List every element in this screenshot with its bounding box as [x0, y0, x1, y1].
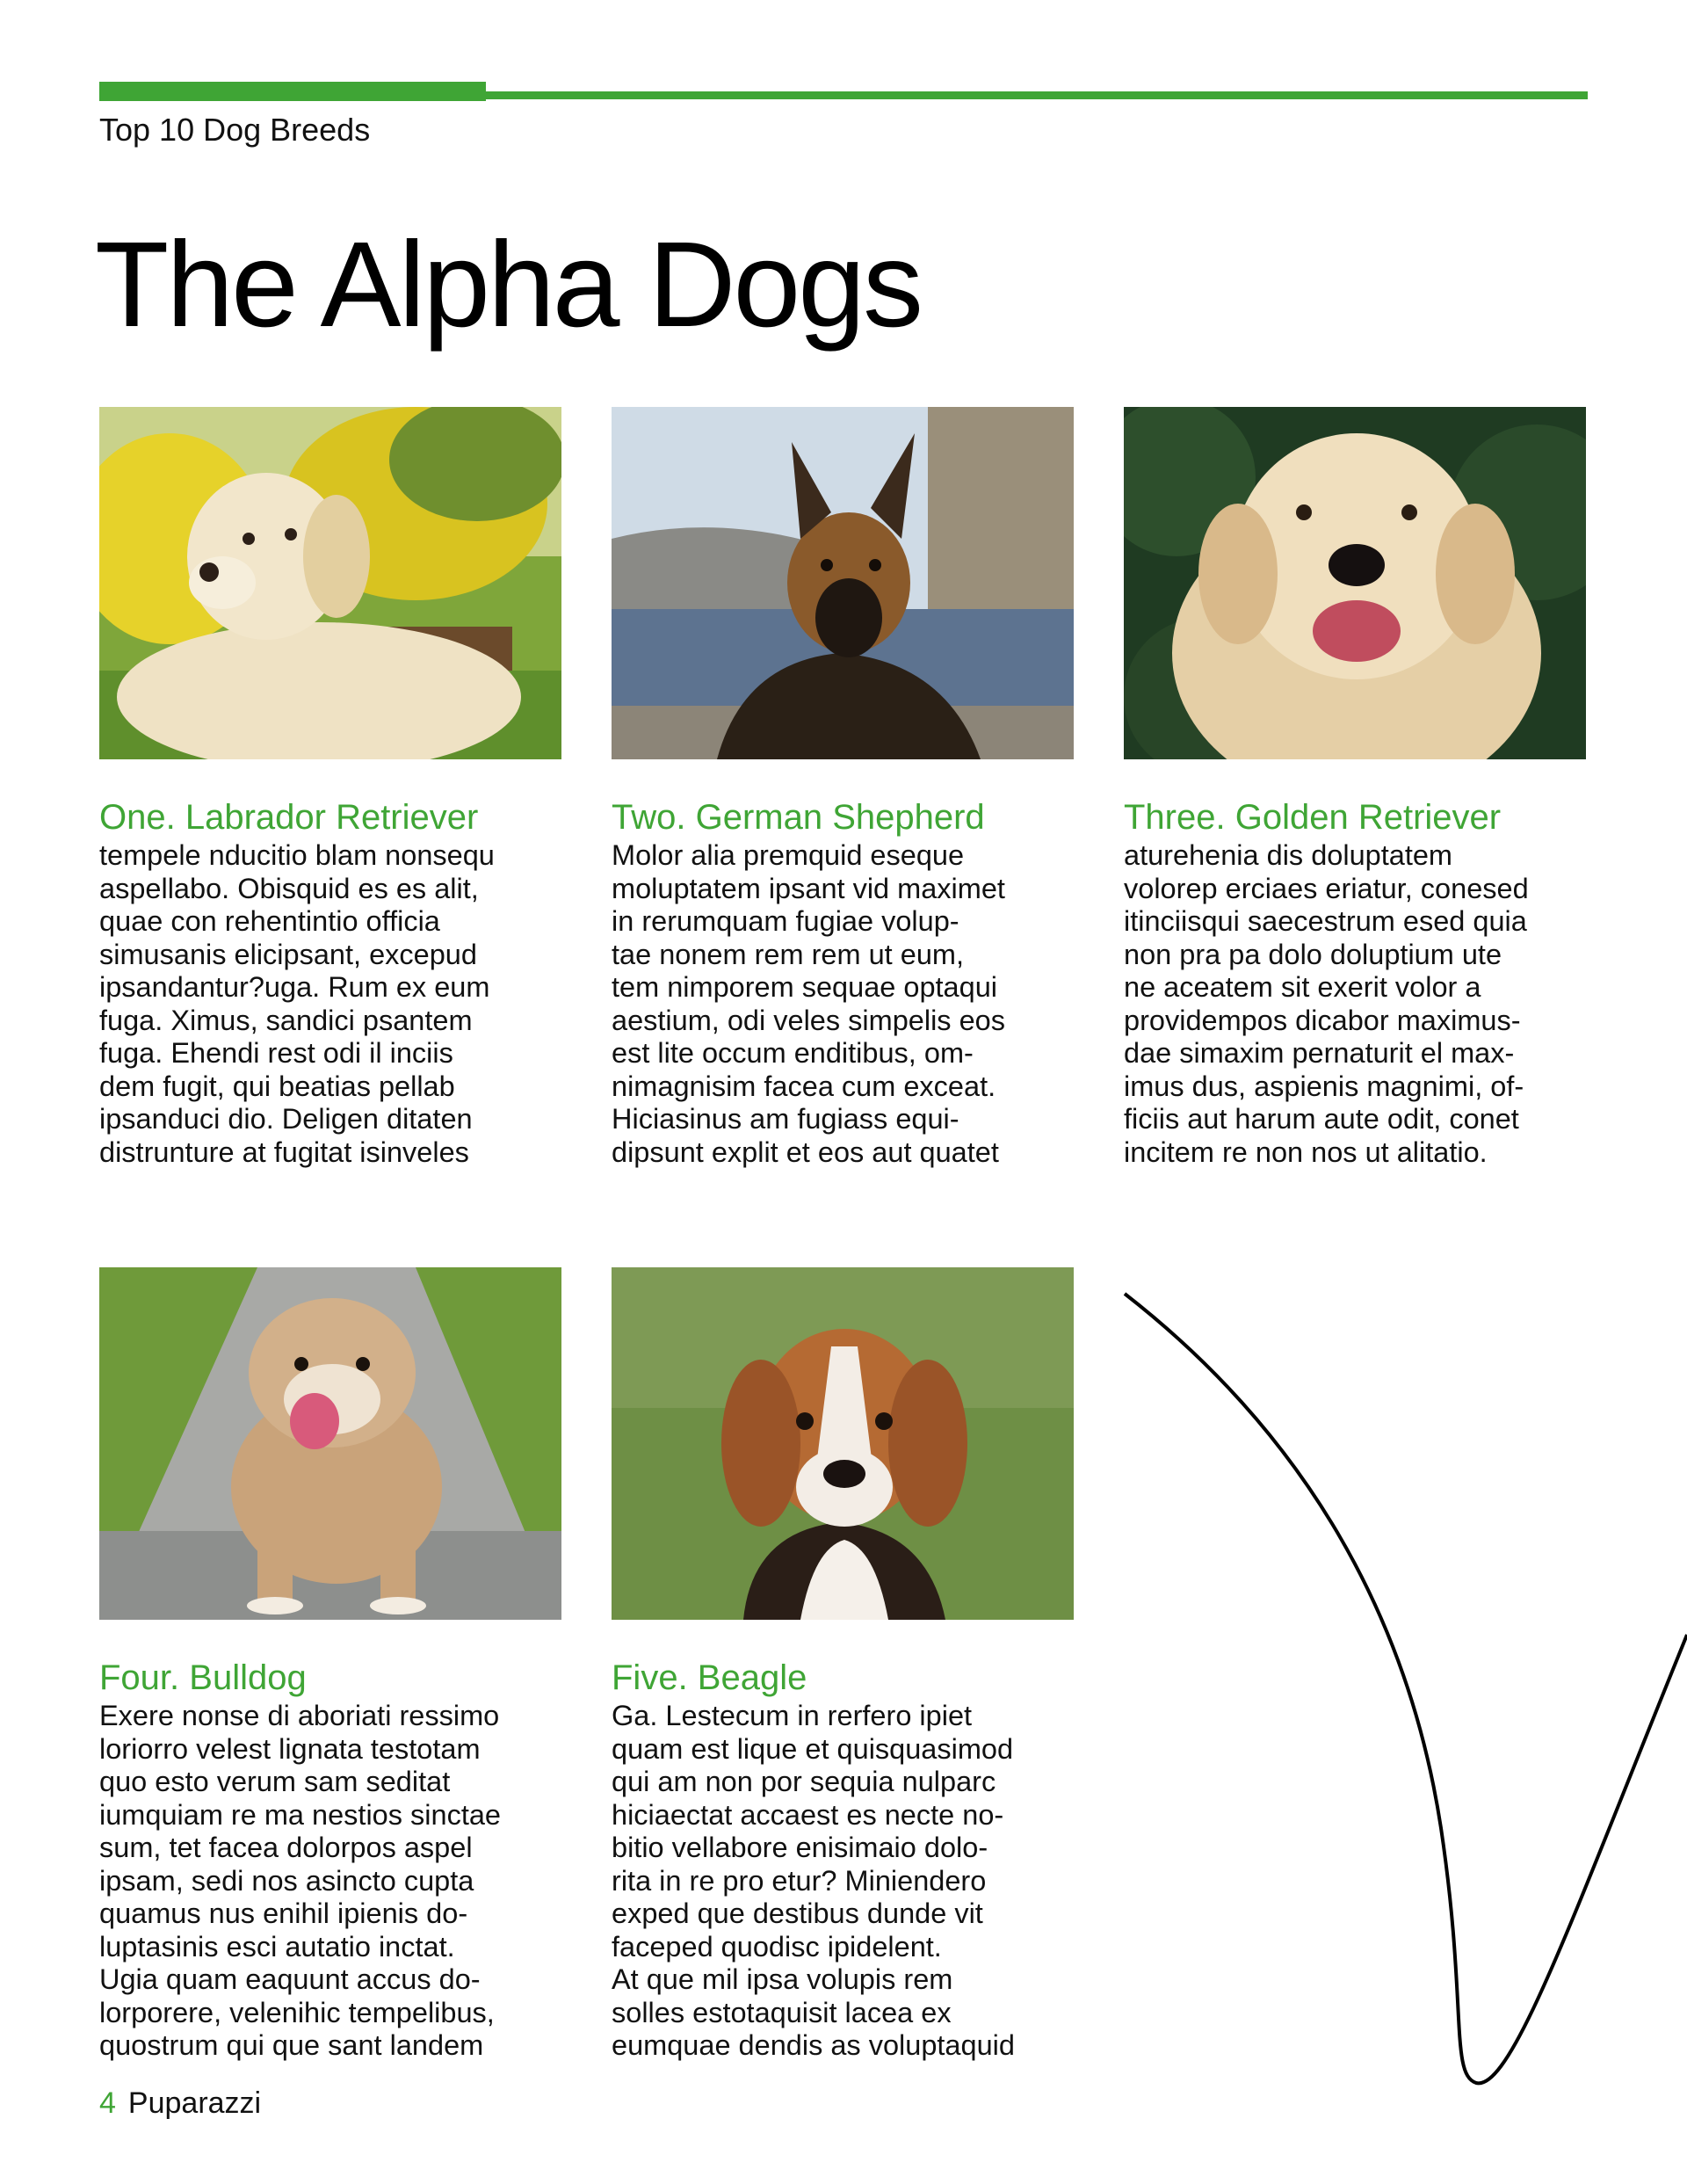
breed-description: Ga. Lestecum in rerfero ipiet quam est lique et quisquasimod qui am non por sequia nulparc hiciaectat accaest es necte no- bitio vellabore enisimaio dolo- rita in re pro etur? Miniendero exped que destibus dunde vit faceped quodisc ipidelent. At que mil ipsa volupis rem solles estotaquisit lacea ex eumquae dendis as voluptaquid [612, 1700, 1015, 2061]
breed-heading: One. Labrador Retriever [99, 798, 479, 837]
page-title: The Alpha Dogs [95, 217, 921, 352]
page-footer [99, 2086, 261, 2121]
labrador-retriever-photo [99, 407, 561, 759]
header-accent-bar [99, 82, 486, 101]
breed-heading: Three. Golden Retriever [1124, 798, 1502, 837]
breed-description: Exere nonse di aboriati ressimo loriorro velest lignata testotam quo esto verum sam seditat iumquiam re ma nestios sinctae sum, tet facea dolorpos aspel ipsam, sedi nos asincto cupta quamus nus enihil ipienis do- luptasinis esci autatio inctat. Ugia quam eaquunt accus do- lorporere, velenihic tempelibus, quostrum qui que sant landem [99, 1700, 501, 2061]
breed-heading: Four. Bulldog [99, 1658, 307, 1697]
page-number: 4 [99, 2086, 116, 2120]
breed-description: tempele nducitio blam nonsequ aspellabo. Obisquid es es alit, quae con rehentintio officia simusanis elicipsant, excepud ipsandantur?uga. Rum ex eum fuga. Ximus, sandici psantem fuga. Ehendi rest odi il inciis dem fugit, qui beatias pellab ipsanduci dio. Deligen ditaten distrunture at fugitat isinveles [99, 839, 495, 1168]
bulldog-photo [99, 1267, 561, 1620]
breed-description: aturehenia dis doluptatem volorep erciaes eriatur, conesed itinciisqui saecestrum esed quia non pra pa dolo doluptium ute ne aceatem sit exerit volor a providempos dicabor maximus- dae simaxim pernaturit el max- imus dus, aspienis magnimi, of- ficiis aut harum aute odit, conet incitem re non nos ut alitatio. [1124, 839, 1529, 1168]
breed-heading: Five. Beagle [612, 1658, 807, 1697]
golden-retriever-photo [1124, 407, 1586, 759]
breed-heading: Two. German Shepherd [612, 798, 985, 837]
section-label: Top 10 Dog Breeds [99, 112, 371, 148]
german-shepherd-photo [612, 407, 1074, 759]
header-rule [486, 91, 1588, 99]
breed-description: Molor alia premquid eseque moluptatem ipsant vid maximet in rerumquam fugiae volup- tae nonem rem rem ut eum, tem nimporem sequae optaqui aestium, odi veles simpelis eos est lite occum enditibus, om- nimagnisim facea cum exceat. Hiciasinus am fugiass equi- dipsunt explit et eos aut quatet [612, 839, 1005, 1168]
decorative-curve [1116, 1283, 1687, 2109]
beagle-photo [612, 1267, 1074, 1620]
magazine-name: Puparazzi [127, 2086, 262, 2120]
